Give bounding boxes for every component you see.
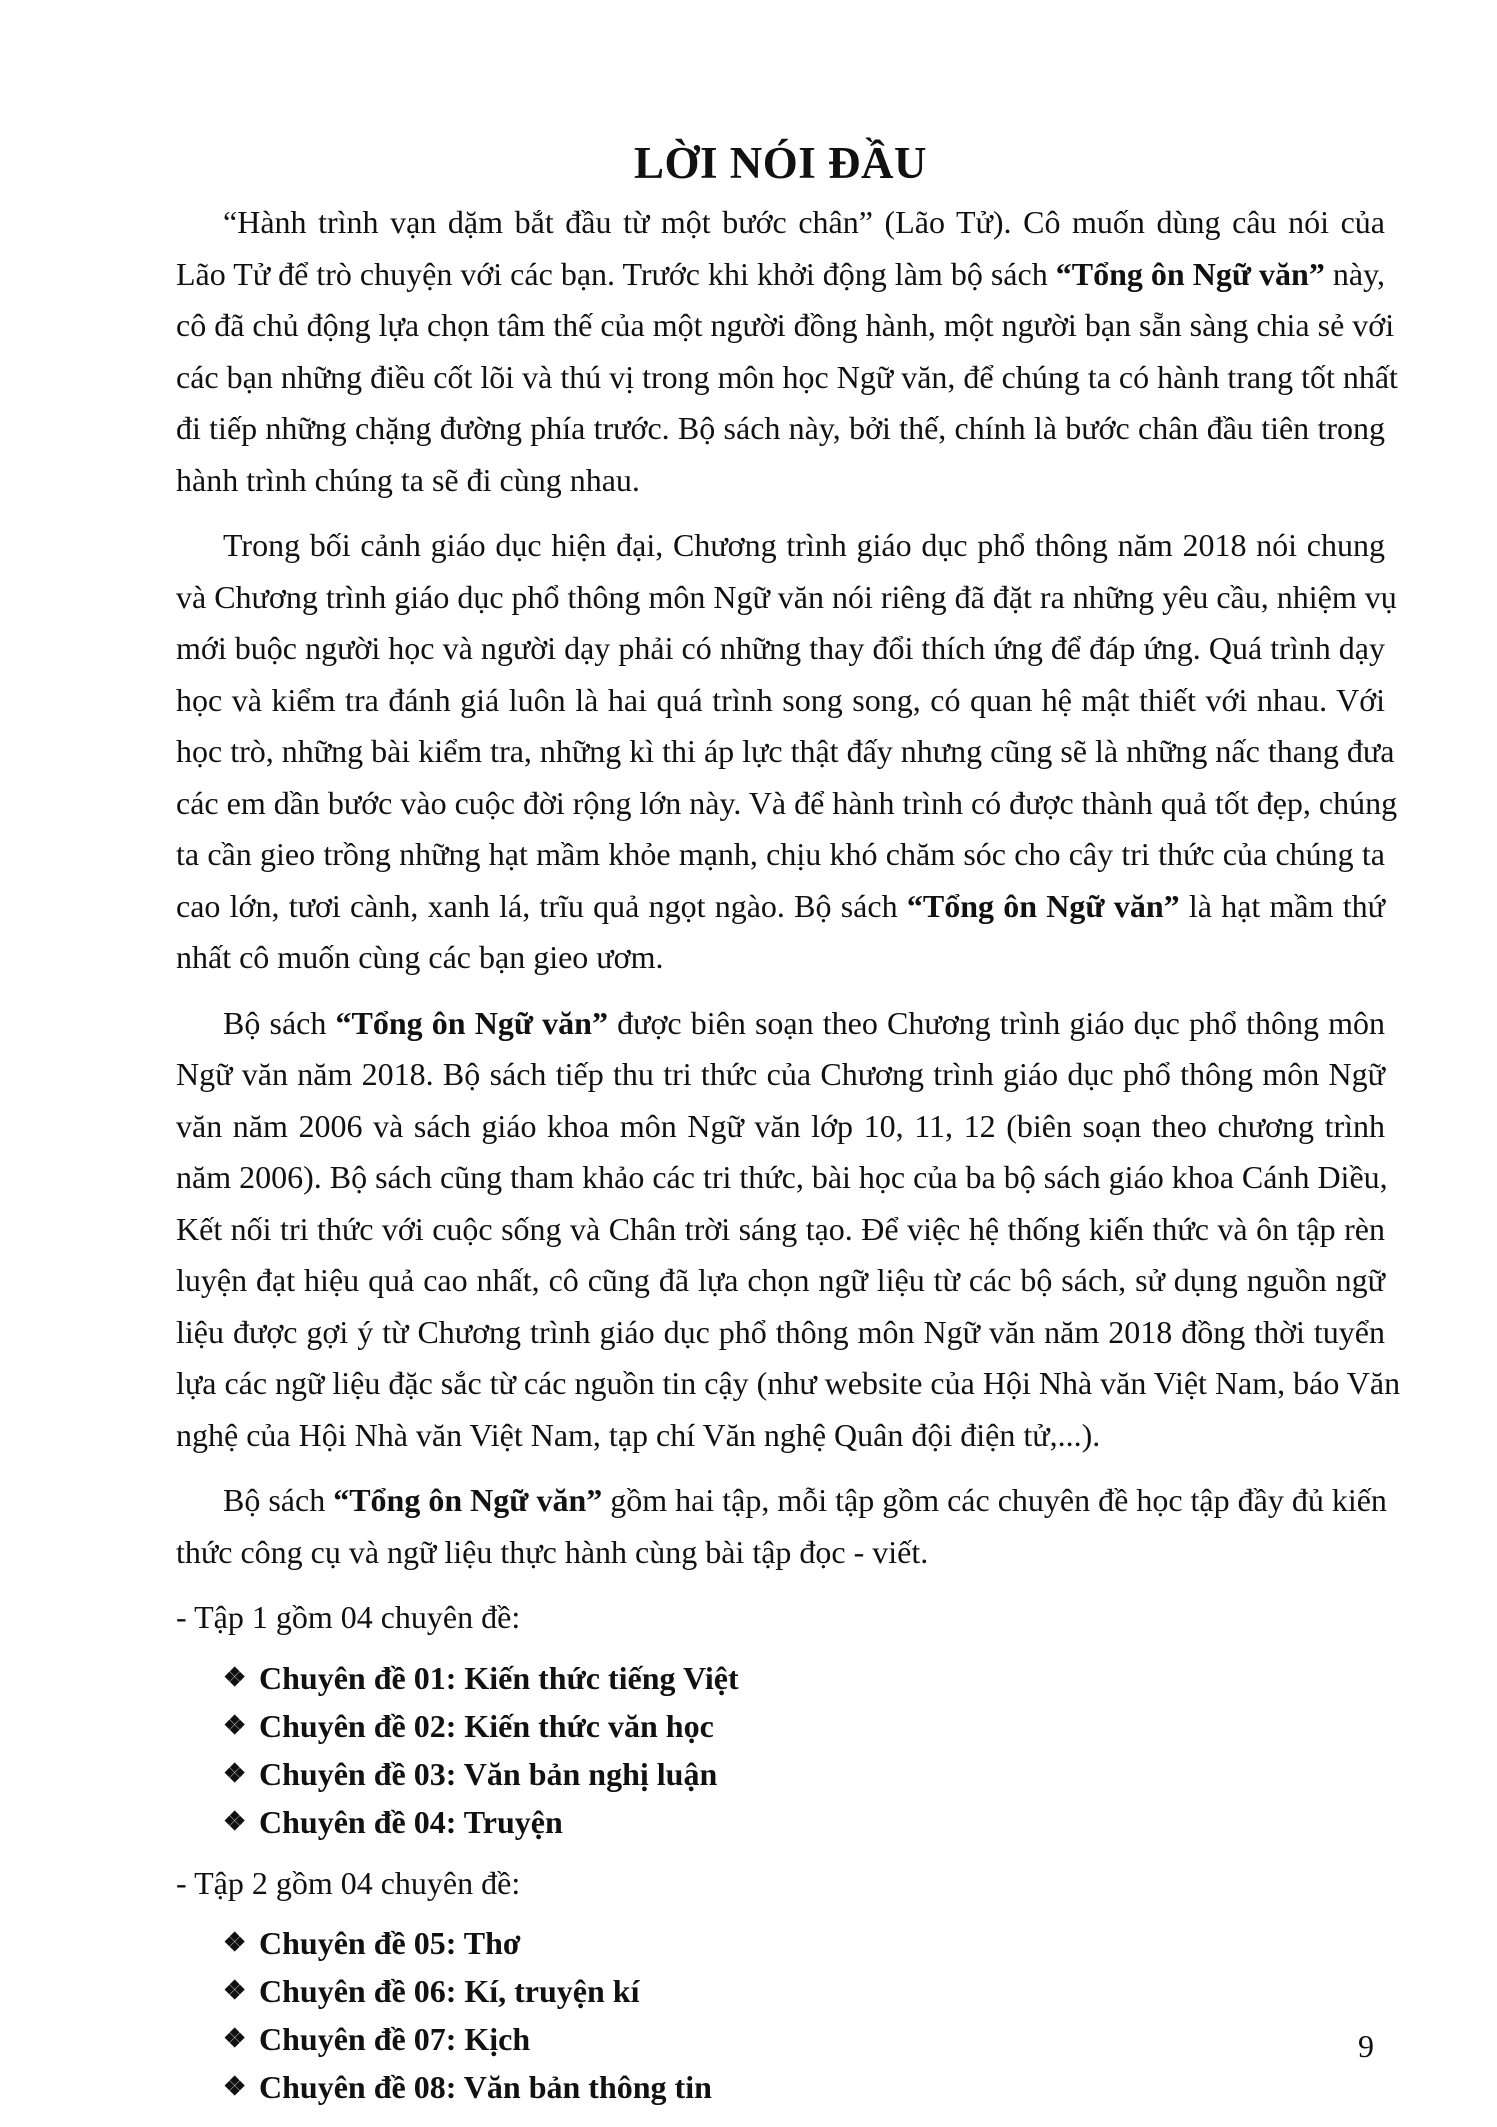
volume-list: [176, 1592, 1385, 2111]
topic-item: [223, 2015, 1385, 2063]
topic-label: Chuyên đề 06: Kí, truyện kí: [259, 1973, 640, 2009]
page-number: 9: [1358, 2028, 1374, 2064]
paragraph-line: năm 2006). Bộ sách cũng tham khảo các tri thức, bài học của ba bộ sách giáo khoa Cánh Diều,: [176, 1159, 1388, 1195]
topic-list: [176, 1919, 1385, 2111]
topic-item: [223, 2063, 1385, 2111]
paragraph-line: Ngữ văn năm 2018. Bộ sách tiếp thu tri thức của Chương trình giáo dục phổ thông môn Ngữ: [176, 1056, 1385, 1092]
paragraph-line: cô đã chủ động lựa chọn tâm thế của một người đồng hành, một người bạn sẵn sàng chia sẻ với: [176, 307, 1395, 343]
body-paragraphs: [176, 197, 1401, 1578]
paragraph-line: các bạn những điều cốt lõi và thú vị trong môn học Ngữ văn, để chúng ta có hành trang tốt nhất: [176, 358, 1398, 395]
topic-item: [223, 1702, 1385, 1750]
topic-label: Chuyên đề 03: Văn bản nghị luận: [259, 1755, 718, 1792]
topic-list: [176, 1654, 1385, 1846]
paragraph-line: học và kiểm tra đánh giá luôn là hai quá trình song song, có quan hệ mật thiết với nhau. Với: [176, 681, 1385, 718]
diamond-bullet-icon: ❖: [223, 1758, 247, 1788]
paragraph-line: Bộ sách “Tổng ôn Ngữ văn” được biên soạn theo Chương trình giáo dục phổ thông môn: [223, 1004, 1386, 1041]
volume-heading: - Tập 1 gồm 04 chuyên đề:: [176, 1599, 521, 1635]
paragraph-line: liệu được gợi ý từ Chương trình giáo dục phổ thông môn Ngữ văn năm 2018 đồng thời tuyển: [176, 1313, 1385, 1350]
paragraph: [176, 998, 1401, 1462]
diamond-bullet-icon: ❖: [223, 1928, 247, 1957]
diamond-bullet-icon: ❖: [223, 1806, 247, 1836]
volume-heading: - Tập 2 gồm 04 chuyên đề:: [176, 1864, 521, 1901]
topic-item: [223, 1654, 1385, 1702]
paragraph-line: các em dần bước vào cuộc đời rộng lớn này. Và để hành trình có được thành quả tốt đẹp, chúng: [176, 784, 1398, 821]
paragraph-line: đi tiếp những chặng đường phía trước. Bộ sách này, bởi thế, chính là bước chân đầu tiên trong: [176, 410, 1385, 446]
paragraph-line: Trong bối cảnh giáo dục hiện đại, Chương trình giáo dục phổ thông năm 2018 nói chung: [223, 527, 1385, 563]
paragraph-line: ta cần gieo trồng những hạt mầm khỏe mạnh, chịu khó chăm sóc cho cây tri thức của chúng ta: [176, 836, 1385, 872]
diamond-bullet-icon: ❖: [223, 2072, 247, 2101]
topic-label: Chuyên đề 07: Kịch: [259, 2021, 531, 2057]
paragraph: [176, 520, 1398, 984]
diamond-bullet-icon: ❖: [223, 1662, 247, 1692]
topic-label: Chuyên đề 01: Kiến thức tiếng Việt: [259, 1659, 739, 1696]
paragraph-line: mới buộc người học và người dạy phải có những thay đổi thích ứng để đáp ứng. Quá trình dạy: [176, 630, 1385, 666]
diamond-bullet-icon: ❖: [223, 1976, 247, 2005]
topic-item: [223, 1750, 1385, 1798]
paragraph-line: Lão Tử để trò chuyện với các bạn. Trước khi khởi động làm bộ sách “Tổng ôn Ngữ văn” này,: [176, 255, 1386, 292]
paragraph-line: nhất cô muốn cùng các bạn gieo ươm.: [176, 939, 664, 975]
diamond-bullet-icon: ❖: [223, 1710, 247, 1740]
paragraph-line: luyện đạt hiệu quả cao nhất, cô cũng đã lựa chọn ngữ liệu từ các bộ sách, sử dụng nguồn ngữ: [176, 1262, 1385, 1298]
book-title-emphasis: “Tổng ôn Ngữ văn”: [906, 887, 1180, 924]
diamond-bullet-icon: ❖: [223, 2024, 247, 2053]
paragraph-line: văn năm 2006 và sách giáo khoa môn Ngữ văn lớp 10, 11, 12 (biên soạn theo chương trình: [176, 1107, 1385, 1144]
paragraph: [176, 1475, 1385, 1578]
topic-item: [223, 1967, 1385, 2015]
document-page: [176, 135, 1401, 2123]
paragraph-line: lựa các ngữ liệu đặc sắc từ các nguồn tin cậy (như website của Hội Nhà văn Việt Nam, báo Văn: [176, 1365, 1401, 1401]
paragraph-line: Kết nối tri thức với cuộc sống và Chân trời sáng tạo. Để việc hệ thống kiến thức và ôn tập rèn: [176, 1210, 1385, 1247]
book-title-emphasis: “Tổng ôn Ngữ văn”: [335, 1004, 608, 1041]
paragraph-line: “Hành trình vạn dặm bắt đầu từ một bước chân” (Lão Tử). Cô muốn dùng câu nói của: [223, 204, 1385, 240]
book-title-emphasis: “Tổng ôn Ngữ văn”: [333, 1482, 603, 1518]
topic-label: Chuyên đề 05: Thơ: [259, 1925, 521, 1961]
topic-item: [223, 1798, 1385, 1846]
paragraph: [176, 197, 1398, 506]
page-title: LỜI NÓI ĐẦU: [633, 138, 928, 188]
book-title-emphasis: “Tổng ôn Ngữ văn”: [1055, 255, 1325, 292]
paragraph-line: học trò, những bài kiểm tra, những kì thi áp lực thật đấy nhưng cũng sẽ là những nấc thang đưa: [176, 733, 1395, 769]
paragraph-line: Bộ sách “Tổng ôn Ngữ văn” gồm hai tập, mỗi tập gồm các chuyên đề học tập đầy đủ kiến: [223, 1482, 1387, 1518]
topic-label: Chuyên đề 02: Kiến thức văn học: [259, 1707, 714, 1744]
paragraph-line: và Chương trình giáo dục phổ thông môn Ngữ văn nói riêng đã đặt ra những yêu cầu, nhiệm vụ: [176, 578, 1397, 615]
paragraph-line: thức công cụ và ngữ liệu thực hành cùng bài tập đọc - viết.: [176, 1533, 929, 1570]
topic-label: Chuyên đề 04: Truyện: [259, 1803, 563, 1840]
paragraph-line: nghệ của Hội Nhà văn Việt Nam, tạp chí Văn nghệ Quân đội điện tử,...).: [176, 1416, 1101, 1453]
paragraph-line: cao lớn, tươi cành, xanh lá, trĩu quả ngọt ngào. Bộ sách “Tổng ôn Ngữ văn” là hạt mầm thứ: [176, 887, 1386, 924]
topic-item: [223, 1919, 1385, 1967]
topic-label: Chuyên đề 08: Văn bản thông tin: [259, 2069, 712, 2105]
paragraph-line: hành trình chúng ta sẽ đi cùng nhau.: [176, 461, 640, 498]
